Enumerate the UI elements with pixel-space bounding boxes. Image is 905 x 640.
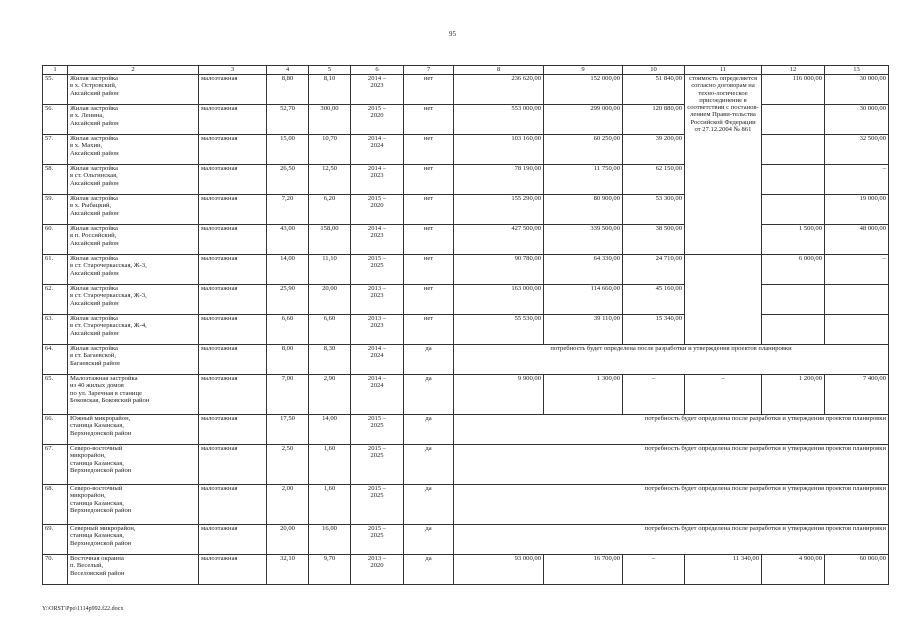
cost-water: 114 660,00 xyxy=(544,285,623,315)
cost-water: 16 700,00 xyxy=(544,555,623,585)
area-value: 20,00 xyxy=(267,525,309,555)
building-type: малоэтажная xyxy=(199,135,267,165)
area-value: 26,50 xyxy=(267,165,309,195)
object-name: Жилая застройка в х. Ленина, Аксайский район xyxy=(68,105,199,135)
cost-roads: 48 000,00 xyxy=(825,225,889,255)
cost-gas xyxy=(762,165,825,195)
period-value: 2014 – 2023 xyxy=(351,75,404,105)
row-number: 65. xyxy=(43,375,68,415)
building-type: малоэтажная xyxy=(199,485,267,525)
cost-water: 152 000,00 xyxy=(544,75,623,105)
header-row xyxy=(43,66,889,75)
cost-gas: 4 900,00 xyxy=(762,555,825,585)
period-value: 2013 – 2020 xyxy=(351,555,404,585)
cost-total: 553 000,00 xyxy=(454,105,544,135)
period-value: 2015 – 2025 xyxy=(351,485,404,525)
object-name: Жилая застройка в п. Российский, Аксайский район xyxy=(68,225,199,255)
availability-value: да xyxy=(404,485,454,525)
area-value: 8,00 xyxy=(267,345,309,375)
building-type: малоэтажная xyxy=(199,285,267,315)
merged-note: потребность будет определена после разработки и утверждения проектов планировки xyxy=(454,445,889,485)
period-value: 2015 – 2020 xyxy=(351,195,404,225)
cost-roads: 30 000,00 xyxy=(825,75,889,105)
object-name: Северо-восточный микрорайон, станица Казанская, Верхнедонской район xyxy=(68,445,199,485)
cost-gas xyxy=(762,285,825,315)
building-type: малоэтажная xyxy=(199,255,267,285)
cost-roads: 60 060,00 xyxy=(825,555,889,585)
building-type: малоэтажная xyxy=(199,445,267,485)
cost-roads: 30 000,00 xyxy=(825,105,889,135)
building-type: малоэтажная xyxy=(199,75,267,105)
column-header: 4 xyxy=(267,66,309,75)
row-number: 63. xyxy=(43,315,68,345)
area-value: 2,00 xyxy=(267,485,309,525)
cost-roads xyxy=(825,285,889,315)
table-row xyxy=(43,445,889,485)
area-value: 52,70 xyxy=(267,105,309,135)
object-name: Восточная окраина п. Веселый, Веселовский район xyxy=(68,555,199,585)
empty-cell xyxy=(685,255,762,345)
cost-water: 64 330,00 xyxy=(544,255,623,285)
cost-water: 299 000,00 xyxy=(544,105,623,135)
object-name: Малоэтажная застройка из 40 жилых домов по ул. Заречная в станице Боковская, Боковский район xyxy=(68,375,199,415)
column-header: 10 xyxy=(623,66,685,75)
building-type: малоэтажная xyxy=(199,555,267,585)
availability-value: нет xyxy=(404,315,454,345)
object-name: Жилая застройка в ст. Багаевской, Багаевский район xyxy=(68,345,199,375)
availability-value: нет xyxy=(404,75,454,105)
cost-sewer: 15 340,00 xyxy=(623,315,685,345)
column-header: 1 xyxy=(43,66,68,75)
row-number: 56. xyxy=(43,105,68,135)
column-header: 11 xyxy=(685,66,762,75)
cost-roads: 32 500,00 xyxy=(825,135,889,165)
area-value: 2,50 xyxy=(267,445,309,485)
cost-total: 155 290,00 xyxy=(454,195,544,225)
cost-sewer: 120 880,00 xyxy=(623,105,685,135)
housing-value: 14,00 xyxy=(309,415,351,445)
housing-value: 6,60 xyxy=(309,315,351,345)
merged-note: потребность будет определена после разработки и утверждения проектов планировки xyxy=(454,415,889,445)
cost-gas xyxy=(762,195,825,225)
cost-gas: 1 200,00 xyxy=(762,375,825,415)
row-number: 61. xyxy=(43,255,68,285)
availability-value: нет xyxy=(404,165,454,195)
merged-note: потребность будет определена после разработки и утверждения проектов планировки xyxy=(454,525,889,555)
column-header: 8 xyxy=(454,66,544,75)
row-number: 55. xyxy=(43,75,68,105)
table-row xyxy=(43,315,889,345)
availability-value: да xyxy=(404,375,454,415)
cost-electric: – xyxy=(685,375,762,415)
column-header: 13 xyxy=(825,66,889,75)
cost-total: 93 000,00 xyxy=(454,555,544,585)
availability-value: нет xyxy=(404,225,454,255)
cost-sewer: – xyxy=(623,375,685,415)
cost-roads: 7 400,00 xyxy=(825,375,889,415)
table-row xyxy=(43,195,889,225)
cost-total: 78 190,00 xyxy=(454,165,544,195)
housing-value: 16,00 xyxy=(309,525,351,555)
cost-water: 80 900,00 xyxy=(544,195,623,225)
area-value: 7,00 xyxy=(267,375,309,415)
area-value: 8,80 xyxy=(267,75,309,105)
availability-value: нет xyxy=(404,255,454,285)
housing-value: 6,20 xyxy=(309,195,351,225)
cost-roads: 19 000,00 xyxy=(825,195,889,225)
table-row xyxy=(43,105,889,135)
row-number: 57. xyxy=(43,135,68,165)
cost-sewer: 53 300,00 xyxy=(623,195,685,225)
table-row xyxy=(43,255,889,285)
housing-value: 1,60 xyxy=(309,445,351,485)
period-value: 2014 – 2023 xyxy=(351,225,404,255)
table-row xyxy=(43,485,889,525)
cost-sewer: – xyxy=(623,555,685,585)
cost-gas: 6 000,00 xyxy=(762,255,825,285)
building-type: малоэтажная xyxy=(199,345,267,375)
row-number: 66. xyxy=(43,415,68,445)
cost-gas xyxy=(762,105,825,135)
table-row xyxy=(43,225,889,255)
row-number: 69. xyxy=(43,525,68,555)
building-type: малоэтажная xyxy=(199,225,267,255)
building-type: малоэтажная xyxy=(199,315,267,345)
column-header: 12 xyxy=(762,66,825,75)
table-row xyxy=(43,555,889,585)
object-name: Южный микрорайон, станица Казанская, Верхнедонской район xyxy=(68,415,199,445)
footer-file-path: Y:\ORST\Ppo\1114p992.f22.docx xyxy=(42,606,124,612)
availability-value: нет xyxy=(404,105,454,135)
availability-value: нет xyxy=(404,135,454,165)
housing-value: 12,50 xyxy=(309,165,351,195)
object-name: Северо-восточный микрорайон, станица Казанская, Верхнедонской район xyxy=(68,485,199,525)
merged-note: потребность будет определена после разработки и утверждения проектов планировки xyxy=(454,345,889,375)
cost-sewer: 38 500,00 xyxy=(623,225,685,255)
building-type: малоэтажная xyxy=(199,415,267,445)
object-name: Северный микрорайон, станица Казанская, Верхнедонской район xyxy=(68,525,199,555)
building-type: малоэтажная xyxy=(199,165,267,195)
housing-value: 1,60 xyxy=(309,485,351,525)
table-row xyxy=(43,165,889,195)
row-number: 68. xyxy=(43,485,68,525)
period-value: 2013 – 2023 xyxy=(351,315,404,345)
column-header: 5 xyxy=(309,66,351,75)
cost-roads xyxy=(825,315,889,345)
housing-value: 9,70 xyxy=(309,555,351,585)
cost-water: 39 110,00 xyxy=(544,315,623,345)
cost-gas xyxy=(762,315,825,345)
cost-roads: – xyxy=(825,165,889,195)
cost-gas xyxy=(762,135,825,165)
row-number: 70. xyxy=(43,555,68,585)
table-row xyxy=(43,135,889,165)
period-value: 2014 – 2024 xyxy=(351,135,404,165)
row-number: 60. xyxy=(43,225,68,255)
object-name: Жилая застройка в х. Рыбацкий, Аксайский район xyxy=(68,195,199,225)
housing-value: 8,10 xyxy=(309,75,351,105)
connection-cost-note: стоимость определяется согласно договорам на техно-логическое присоединение в соответствии с постанов-лением Прави-тельства Российской Федерации от 27.12.2004 № 861 xyxy=(685,75,762,255)
cost-sewer: 24 710,00 xyxy=(623,255,685,285)
object-name: Жилая застройка в ст. Старочеркасская, Ж-3, Аксайский район xyxy=(68,255,199,285)
column-header: 7 xyxy=(404,66,454,75)
cost-sewer: 45 160,00 xyxy=(623,285,685,315)
row-number: 62. xyxy=(43,285,68,315)
availability-value: да xyxy=(404,415,454,445)
cost-water: 60 250,00 xyxy=(544,135,623,165)
availability-value: да xyxy=(404,445,454,485)
cost-sewer: 62 150,00 xyxy=(623,165,685,195)
building-type: малоэтажная xyxy=(199,375,267,415)
building-type: малоэтажная xyxy=(199,105,267,135)
period-value: 2015 – 2025 xyxy=(351,415,404,445)
housing-value: 11,10 xyxy=(309,255,351,285)
cost-total: 90 780,00 xyxy=(454,255,544,285)
period-value: 2015 – 2025 xyxy=(351,255,404,285)
area-value: 32,10 xyxy=(267,555,309,585)
cost-water: 1 300,00 xyxy=(544,375,623,415)
table-row xyxy=(43,415,889,445)
column-header: 3 xyxy=(199,66,267,75)
cost-total: 55 530,00 xyxy=(454,315,544,345)
area-value: 43,00 xyxy=(267,225,309,255)
data-table xyxy=(42,65,889,585)
availability-value: да xyxy=(404,345,454,375)
period-value: 2015 – 2025 xyxy=(351,445,404,485)
cost-total: 427 500,00 xyxy=(454,225,544,255)
cost-total: 163 000,00 xyxy=(454,285,544,315)
merged-note: потребность будет определена после разработки и утверждения проектов планировки xyxy=(454,485,889,525)
cost-gas: 116 000,00 xyxy=(762,75,825,105)
period-value: 2014 – 2024 xyxy=(351,375,404,415)
column-header: 2 xyxy=(68,66,199,75)
housing-value: 300,00 xyxy=(309,105,351,135)
table-row xyxy=(43,285,889,315)
housing-value: 20,00 xyxy=(309,285,351,315)
period-value: 2014 – 2023 xyxy=(351,165,404,195)
area-value: 7,20 xyxy=(267,195,309,225)
area-value: 6,60 xyxy=(267,315,309,345)
period-value: 2013 – 2023 xyxy=(351,285,404,315)
availability-value: да xyxy=(404,555,454,585)
area-value: 17,50 xyxy=(267,415,309,445)
page-number: 95 xyxy=(449,30,456,38)
cost-roads: – xyxy=(825,255,889,285)
area-value: 25,90 xyxy=(267,285,309,315)
cost-total: 236 620,00 xyxy=(454,75,544,105)
object-name: Жилая застройка в ст. Старочеркасская, Ж-4, Аксайский район xyxy=(68,315,199,345)
table-row xyxy=(43,525,889,555)
object-name: Жилая застройка в х. Островский, Аксайский район xyxy=(68,75,199,105)
row-number: 58. xyxy=(43,165,68,195)
object-name: Жилая застройка в ст. Старочеркасская, Ж-3, Аксайский район xyxy=(68,285,199,315)
building-type: малоэтажная xyxy=(199,195,267,225)
object-name: Жилая застройка в ст. Ольгинская, Аксайский район xyxy=(68,165,199,195)
cost-water: 339 500,00 xyxy=(544,225,623,255)
cost-electric: 11 340,00 xyxy=(685,555,762,585)
availability-value: нет xyxy=(404,285,454,315)
period-value: 2015 – 2025 xyxy=(351,525,404,555)
table-row xyxy=(43,375,889,415)
row-number: 64. xyxy=(43,345,68,375)
housing-value: 2,90 xyxy=(309,375,351,415)
area-value: 14,00 xyxy=(267,255,309,285)
table-row xyxy=(43,345,889,375)
housing-value: 8,30 xyxy=(309,345,351,375)
period-value: 2015 – 2020 xyxy=(351,105,404,135)
row-number: 67. xyxy=(43,445,68,485)
column-header: 6 xyxy=(351,66,404,75)
table-row xyxy=(43,75,889,105)
cost-sewer: 39 200,00 xyxy=(623,135,685,165)
building-type: малоэтажная xyxy=(199,525,267,555)
cost-total: 9 900,00 xyxy=(454,375,544,415)
housing-value: 158,00 xyxy=(309,225,351,255)
period-value: 2014 – 2024 xyxy=(351,345,404,375)
cost-gas: 1 500,00 xyxy=(762,225,825,255)
cost-water: 11 750,00 xyxy=(544,165,623,195)
row-number: 59. xyxy=(43,195,68,225)
area-value: 15,00 xyxy=(267,135,309,165)
availability-value: да xyxy=(404,525,454,555)
cost-sewer: 51 840,00 xyxy=(623,75,685,105)
housing-value: 10,70 xyxy=(309,135,351,165)
cost-total: 103 160,00 xyxy=(454,135,544,165)
availability-value: нет xyxy=(404,195,454,225)
object-name: Жилая застройка в х. Махин, Аксайский район xyxy=(68,135,199,165)
column-header: 9 xyxy=(544,66,623,75)
